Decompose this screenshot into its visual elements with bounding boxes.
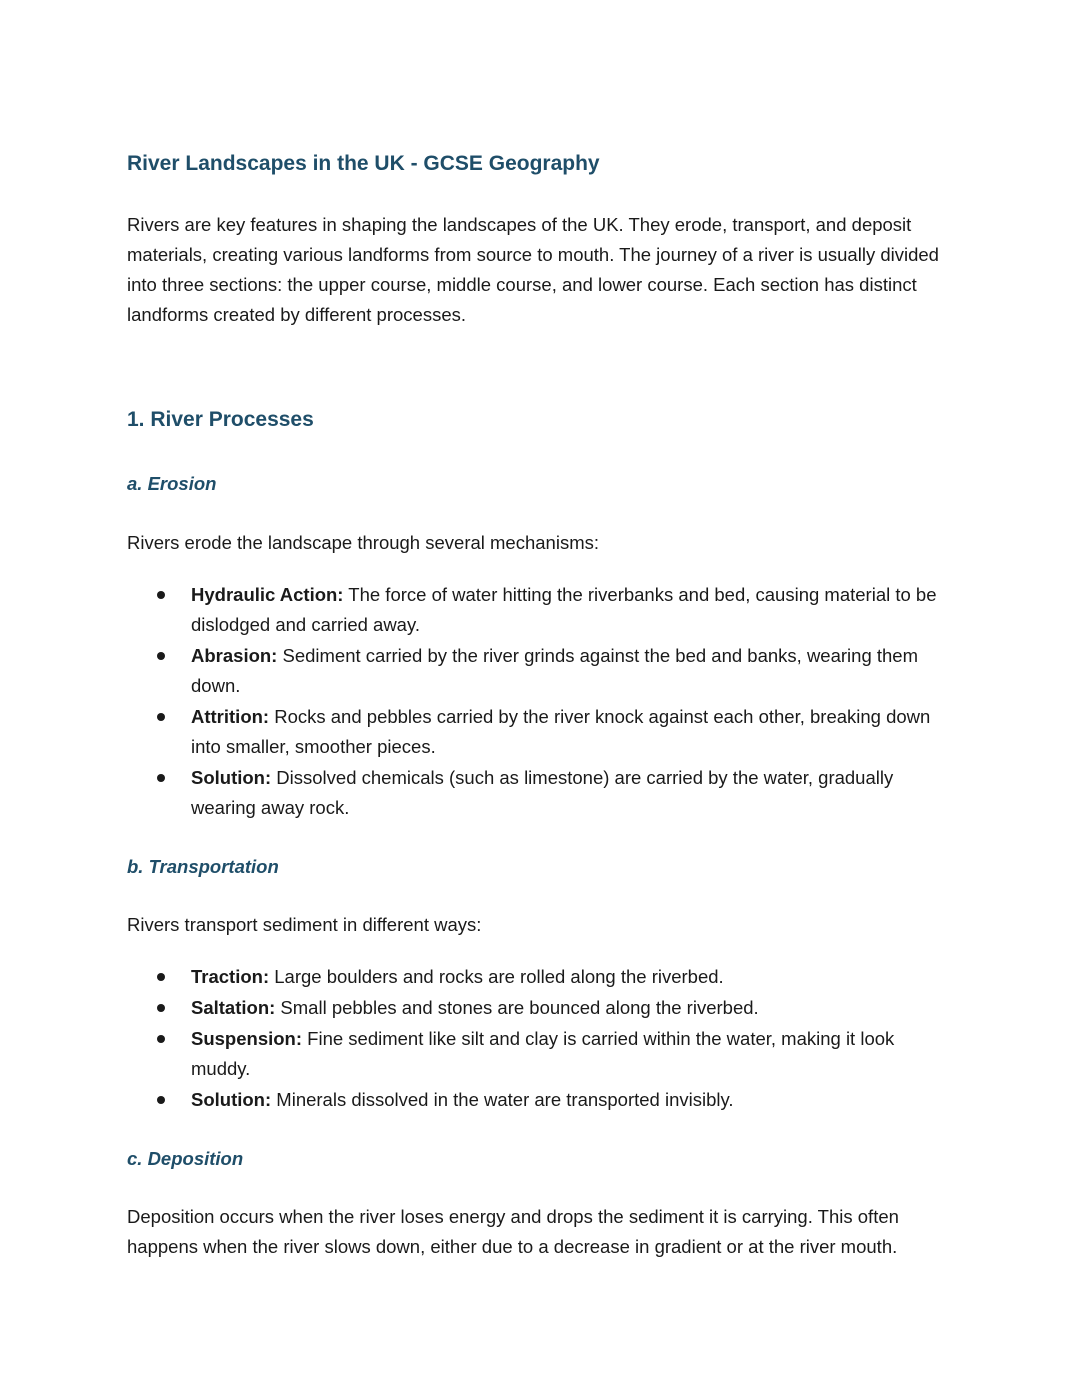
list-item: [127, 1024, 952, 1084]
section-heading-river-processes: 1. River Processes: [127, 408, 314, 431]
intro-paragraph: Rivers are key features in shaping the landscapes of the UK. They erode, transport, and deposit materials, creating various landforms from source to mouth. The journey of a river is usually divided into three sections: the upper course, middle course, and lower course. Each section has distinct landforms created by different processes.: [127, 214, 939, 325]
deposition-paragraph: Deposition occurs when the river loses energy and drops the sediment it is carrying. This often happens when the river slows down, either due to a decrease in gradient or at the river mouth.: [127, 1206, 899, 1257]
list-item-term: Hydraulic Action:: [191, 584, 344, 605]
list-item-term: Solution:: [191, 1089, 272, 1110]
list-item-term: Suspension:: [191, 1028, 303, 1049]
list-item-term: Solution:: [191, 767, 272, 788]
list-item-text: Small pebbles and stones are bounced along the riverbed.: [275, 997, 759, 1018]
transportation-lead-text: Rivers transport sediment in different ways:: [127, 914, 482, 935]
list-item-text: Rocks and pebbles carried by the river knock against each other, breaking down into smaller, smoother pieces.: [191, 706, 931, 757]
list-item-term: Abrasion:: [191, 645, 278, 666]
list-item-text: Large boulders and rocks are rolled along the riverbed.: [269, 966, 724, 987]
list-item-term: Attrition:: [191, 706, 270, 727]
list-item-text: Dissolved chemicals (such as limestone) are carried by the water, gradually wearing away rock.: [191, 767, 894, 818]
list-item: [127, 962, 952, 992]
list-item: [127, 641, 952, 701]
list-item: [127, 763, 952, 823]
erosion-lead-text: Rivers erode the landscape through several mechanisms:: [127, 532, 599, 553]
list-item-text: The force of water hitting the riverbanks and bed, causing material to be dislodged and carried away.: [191, 584, 937, 635]
bullet-icon: [157, 1096, 165, 1104]
bullet-icon: [157, 652, 165, 660]
list-item-term: Traction:: [191, 966, 270, 987]
list-item-text: Minerals dissolved in the water are transported invisibly.: [271, 1089, 734, 1110]
list-item-term: Saltation:: [191, 997, 276, 1018]
list-item: [127, 702, 952, 762]
list-item: [127, 993, 952, 1023]
bullet-icon: [157, 1004, 165, 1012]
bullet-icon: [157, 1035, 165, 1043]
subheading-deposition: c. Deposition: [127, 1148, 244, 1169]
subheading-erosion: a. Erosion: [127, 473, 217, 494]
list-item: [127, 580, 952, 640]
bullet-icon: [157, 774, 165, 782]
bullet-icon: [157, 591, 165, 599]
bullet-icon: [157, 713, 165, 721]
erosion-list: [127, 580, 952, 824]
transportation-list: [127, 962, 952, 1116]
subheading-transportation: b. Transportation: [127, 856, 279, 877]
list-item-text: Fine sediment like silt and clay is carried within the water, making it look muddy.: [191, 1028, 895, 1079]
list-item-text: Sediment carried by the river grinds against the bed and banks, wearing them down.: [191, 645, 919, 696]
document-title: River Landscapes in the UK - GCSE Geography: [127, 152, 600, 175]
list-item: [127, 1085, 952, 1115]
bullet-icon: [157, 973, 165, 981]
